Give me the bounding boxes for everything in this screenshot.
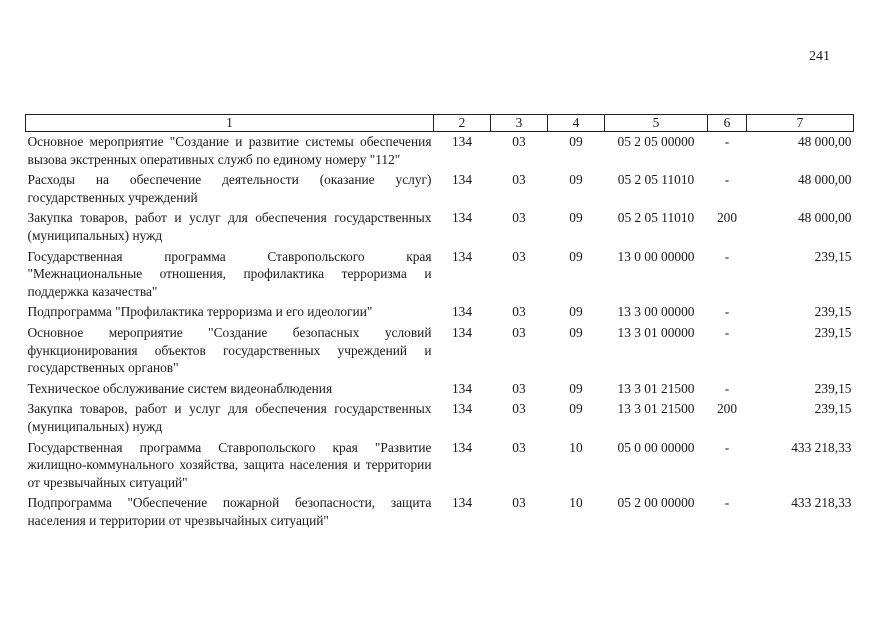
row-target-code: 13 3 01 00000 (617, 324, 695, 340)
row-expense-type: - (724, 304, 730, 320)
row-name: Закупка товаров, работ и услуг для обеспечения государственных (муниципальных) нужд (27, 401, 432, 434)
row-subsection-code: 09 (569, 401, 583, 417)
row-subsection-code: 09 (569, 210, 583, 226)
row-name: Основное мероприятие "Создание безопасных условий функционирования объектов государственных учреждений и государственных органов" (27, 324, 432, 376)
row-expense-type: - (724, 324, 730, 340)
table-row (26, 170, 854, 208)
budget-table (25, 114, 854, 531)
row-subsection-code: 09 (569, 248, 583, 264)
table-row (26, 323, 854, 379)
row-amount: 48 000,00 (797, 172, 852, 188)
row-department-code: 134 (451, 324, 473, 340)
row-section-code: 03 (512, 304, 526, 320)
table-row (26, 247, 854, 303)
row-section-code: 03 (512, 380, 526, 396)
row-target-code: 13 0 00 00000 (617, 248, 695, 264)
row-expense-type: 200 (716, 401, 738, 417)
row-department-code: 134 (451, 401, 473, 417)
row-department-code: 134 (451, 495, 473, 511)
row-name: Основное мероприятие "Создание и развитие системы обеспечения вызова экстренных оперативных служб по единому номеру "112" (27, 134, 432, 167)
row-department-code: 134 (451, 172, 473, 188)
row-amount: 239,15 (814, 304, 852, 320)
row-section-code: 03 (512, 248, 526, 264)
table-row (26, 493, 854, 531)
table-row (26, 399, 854, 437)
row-subsection-code: 09 (569, 172, 583, 188)
row-target-code: 13 3 00 00000 (617, 304, 695, 320)
row-name: Закупка товаров, работ и услуг для обеспечения государственных (муниципальных) нужд (27, 210, 432, 243)
row-section-code: 03 (512, 172, 526, 188)
row-name: Техническое обслуживание систем видеонаблюдения (27, 380, 333, 396)
row-section-code: 03 (512, 495, 526, 511)
row-department-code: 134 (451, 210, 473, 226)
table-row (26, 379, 854, 400)
row-expense-type: - (724, 134, 730, 149)
row-subsection-code: 09 (569, 304, 583, 320)
table-body (26, 132, 854, 532)
column-header-1: 1 (26, 115, 434, 132)
row-amount: 239,15 (814, 380, 852, 396)
row-target-code: 05 2 00 00000 (617, 495, 695, 511)
row-expense-type: - (724, 495, 730, 511)
row-target-code: 05 2 05 00000 (617, 134, 695, 149)
row-subsection-code: 09 (569, 134, 583, 149)
row-expense-type: - (724, 172, 730, 188)
row-amount: 239,15 (814, 324, 852, 340)
page-number: 241 (809, 49, 830, 64)
row-target-code: 05 2 05 11010 (617, 172, 695, 188)
row-expense-type: 200 (716, 210, 738, 226)
table-row (26, 208, 854, 246)
row-amount: 239,15 (814, 248, 852, 264)
row-name: Государственная программа Ставропольского края "Межнациональные отношения, профилактика терроризма и поддержка казачества" (27, 248, 432, 299)
row-expense-type: - (724, 439, 730, 455)
column-header-4: 4 (548, 115, 605, 132)
row-department-code: 134 (451, 304, 473, 320)
row-expense-type: - (724, 248, 730, 264)
row-amount: 48 000,00 (797, 134, 852, 149)
row-target-code: 05 0 00 00000 (617, 439, 695, 455)
row-subsection-code: 09 (569, 380, 583, 396)
row-department-code: 134 (451, 439, 473, 455)
table-row (26, 132, 854, 171)
row-amount: 239,15 (814, 401, 852, 417)
row-target-code: 13 3 01 21500 (617, 380, 695, 396)
table-row (26, 302, 854, 323)
row-amount: 433 218,33 (791, 439, 852, 455)
row-amount: 433 218,33 (791, 495, 852, 511)
column-header-3: 3 (491, 115, 548, 132)
row-name: Подпрограмма "Профилактика терроризма и его идеологии" (27, 304, 373, 320)
row-target-code: 13 3 01 21500 (617, 401, 695, 417)
row-section-code: 03 (512, 210, 526, 226)
row-name: Подпрограмма "Обеспечение пожарной безопасности, защита населения и территории от чрезвычайных ситуаций" (27, 495, 432, 528)
row-amount: 48 000,00 (797, 210, 852, 226)
row-subsection-code: 10 (569, 439, 583, 455)
row-section-code: 03 (512, 401, 526, 417)
column-header-6: 6 (708, 115, 747, 132)
row-department-code: 134 (451, 380, 473, 396)
row-subsection-code: 09 (569, 324, 583, 340)
row-section-code: 03 (512, 439, 526, 455)
row-section-code: 03 (512, 324, 526, 340)
row-department-code: 134 (451, 248, 473, 264)
row-name: Государственная программа Ставропольского края "Развитие жилищно-коммунального хозяйства, защита населения и территории от чрезвычайных ситуаций" (27, 439, 432, 490)
header-row (26, 115, 854, 132)
column-header-7: 7 (747, 115, 854, 132)
column-header-2: 2 (434, 115, 491, 132)
row-name: Расходы на обеспечение деятельности (оказание услуг) государственных учреждений (27, 172, 432, 205)
row-target-code: 05 2 05 11010 (617, 210, 695, 226)
table-header (26, 115, 854, 132)
column-header-5: 5 (605, 115, 708, 132)
row-subsection-code: 10 (569, 495, 583, 511)
row-department-code: 134 (451, 134, 473, 149)
table-row (26, 438, 854, 494)
row-section-code: 03 (512, 134, 526, 149)
row-expense-type: - (724, 380, 730, 396)
